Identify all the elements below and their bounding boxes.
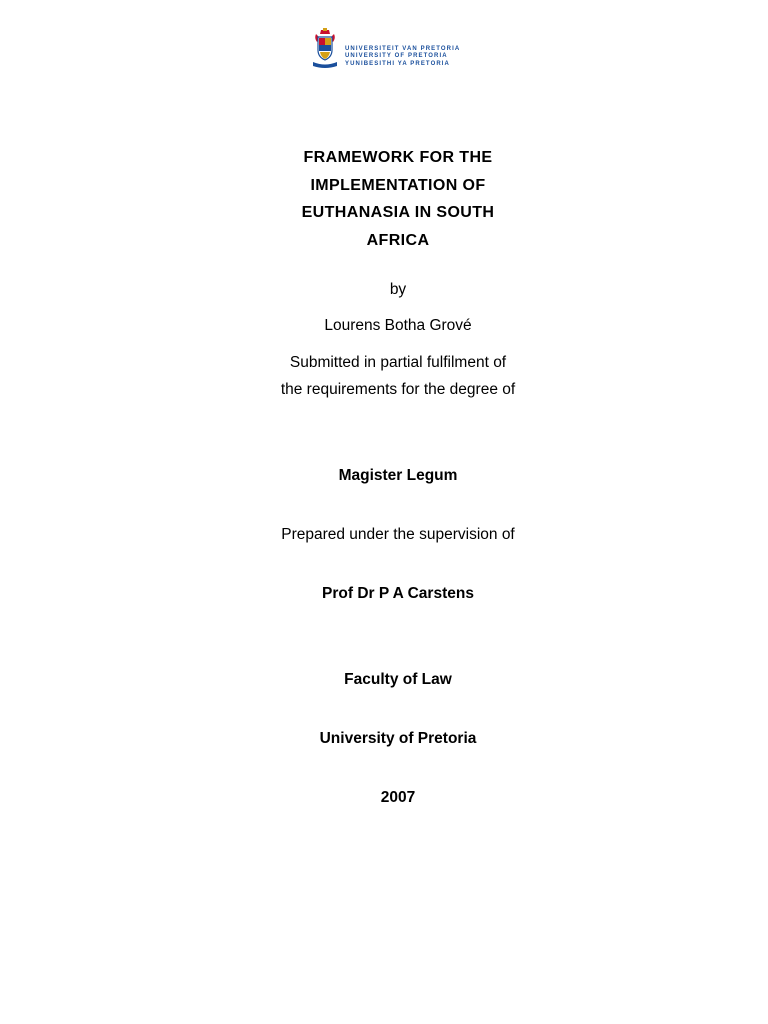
- submission-year: 2007: [380, 789, 416, 806]
- by-label: by: [389, 281, 407, 298]
- supervision-statement: Prepared under the supervision of: [281, 526, 515, 543]
- supervisor-name: Prof Dr P A Carstens: [322, 585, 474, 602]
- logo-line-afrikaans: UNIVERSITEIT VAN PRETORIA: [345, 46, 461, 52]
- title-line: IMPLEMENTATION OF: [310, 176, 486, 194]
- title-line: FRAMEWORK FOR THE: [303, 149, 493, 166]
- university-logo: [312, 28, 462, 70]
- submission-line: the requirements for the degree of: [280, 381, 516, 398]
- author-name: Lourens Botha Grové: [324, 317, 472, 334]
- logo-line-sepedi: YUNIBESITHI YA PRETORIA: [345, 60, 450, 67]
- submission-line: Submitted in partial fulfilment of: [289, 354, 507, 371]
- degree-name: Magister Legum: [338, 467, 458, 484]
- thesis-title: [0, 144, 768, 254]
- title-line: EUTHANASIA IN SOUTH: [301, 204, 495, 221]
- university-name: University of Pretoria: [319, 730, 477, 747]
- university-crest-icon: [312, 28, 338, 70]
- submission-statement: [0, 349, 768, 403]
- logo-text: [345, 46, 460, 68]
- faculty-name: Faculty of Law: [344, 671, 452, 688]
- logo-line-english: UNIVERSITY OF PRETORIA: [345, 53, 448, 60]
- title-line: AFRICA: [366, 231, 430, 249]
